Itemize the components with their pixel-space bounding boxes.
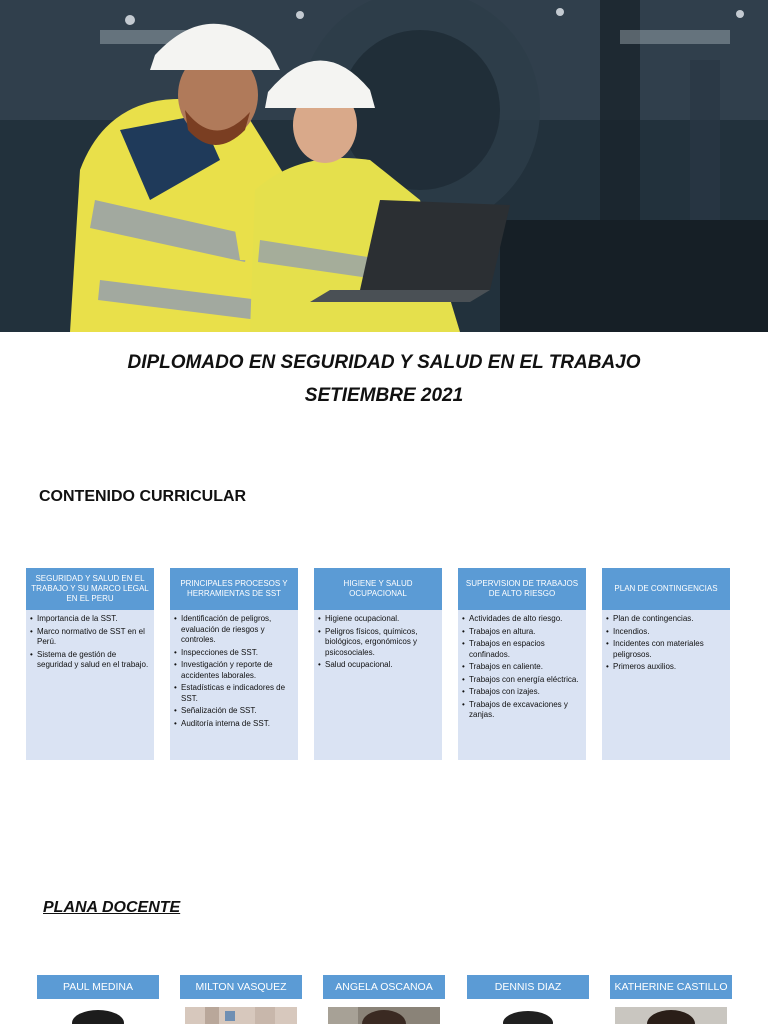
module-topic: • Plan de contingencias. [606, 614, 726, 625]
module-title: HIGIENE Y SALUD OCUPACIONAL [314, 568, 442, 610]
teacher-card [37, 975, 159, 1024]
module-topic: • Trabajos en espacios confinados. [462, 639, 582, 660]
module-topic: • Peligros físicos, químicos, biológicos, ergonómicos y psicosociales. [318, 627, 438, 659]
module-title: SUPERVISION DE TRABAJOS DE ALTO RIESGO [458, 568, 586, 610]
hero-illustration [0, 0, 768, 332]
module-title: SEGURIDAD Y SALUD EN EL TRABAJO Y SU MARCO LEGAL EN EL PERU [26, 568, 154, 610]
title-line-1: DIPLOMADO EN SEGURIDAD Y SALUD EN EL TRABAJO [127, 352, 641, 373]
module-card [602, 568, 730, 760]
teacher-card [180, 975, 302, 1024]
module-topic: • Higiene ocupacional. [318, 614, 438, 625]
faculty-list [37, 975, 733, 1024]
module-topic: • Sistema de gestión de seguridad y salud en el trabajo. [30, 650, 150, 671]
module-topic: • Incendios. [606, 627, 726, 638]
teacher-name: DENNIS DIAZ [467, 975, 589, 999]
module-topic: • Marco normativo de SST en el Perú. [30, 627, 150, 648]
module-topic: • Incidentes con materiales peligrosos. [606, 639, 726, 660]
document-title [0, 346, 768, 412]
module-topics [602, 610, 730, 673]
teacher-photo [185, 1007, 297, 1024]
teacher-photo [615, 1007, 727, 1024]
teacher-photo [472, 1007, 584, 1024]
teacher-photo [328, 1007, 440, 1024]
module-title: PRINCIPALES PROCESOS Y HERRAMIENTAS DE SST [170, 568, 298, 610]
teacher-card [323, 975, 445, 1024]
curriculum-heading: CONTENIDO CURRICULAR [39, 488, 247, 505]
module-card [458, 568, 586, 760]
hero-photo [0, 0, 768, 332]
teacher-name: MILTON VASQUEZ [180, 975, 302, 999]
module-topic: • Trabajos de excavaciones y zanjas. [462, 700, 582, 721]
module-topic: • Inspecciones de SST. [174, 648, 294, 659]
module-title: PLAN DE CONTINGENCIAS [602, 568, 730, 610]
title-line-2: SETIEMBRE 2021 [304, 385, 464, 406]
module-topics [458, 610, 586, 721]
module-topic: • Auditoría interna de SST. [174, 719, 294, 730]
module-topic: • Investigación y reporte de accidentes laborales. [174, 660, 294, 681]
module-topic: • Trabajos con izajes. [462, 687, 582, 698]
module-topic: • Actividades de alto riesgo. [462, 614, 582, 625]
teacher-photo [42, 1007, 154, 1024]
teacher-card [467, 975, 589, 1024]
module-topic: • Identificación de peligros, evaluación de riesgos y controles. [174, 614, 294, 646]
teacher-name: ANGELA OSCANOA [323, 975, 445, 999]
module-topic: • Salud ocupacional. [318, 660, 438, 671]
teacher-card [610, 975, 732, 1024]
module-card [170, 568, 298, 760]
curriculum-modules [26, 568, 730, 760]
faculty-heading: PLANA DOCENTE [43, 899, 181, 916]
module-topics [26, 610, 154, 671]
module-card [26, 568, 154, 760]
module-topic: • Trabajos en altura. [462, 627, 582, 638]
teacher-name: KATHERINE CASTILLO [610, 975, 732, 999]
module-card [314, 568, 442, 760]
module-topic: • Señalización de SST. [174, 706, 294, 717]
module-topics [314, 610, 442, 671]
module-topic: • Primeros auxilios. [606, 662, 726, 673]
module-topics [170, 610, 298, 729]
teacher-name: PAUL MEDINA [37, 975, 159, 999]
module-topic: • Importancia de la SST. [30, 614, 150, 625]
module-topic: • Trabajos en caliente. [462, 662, 582, 673]
module-topic: • Estadísticas e indicadores de SST. [174, 683, 294, 704]
module-topic: • Trabajos con energía eléctrica. [462, 675, 582, 686]
